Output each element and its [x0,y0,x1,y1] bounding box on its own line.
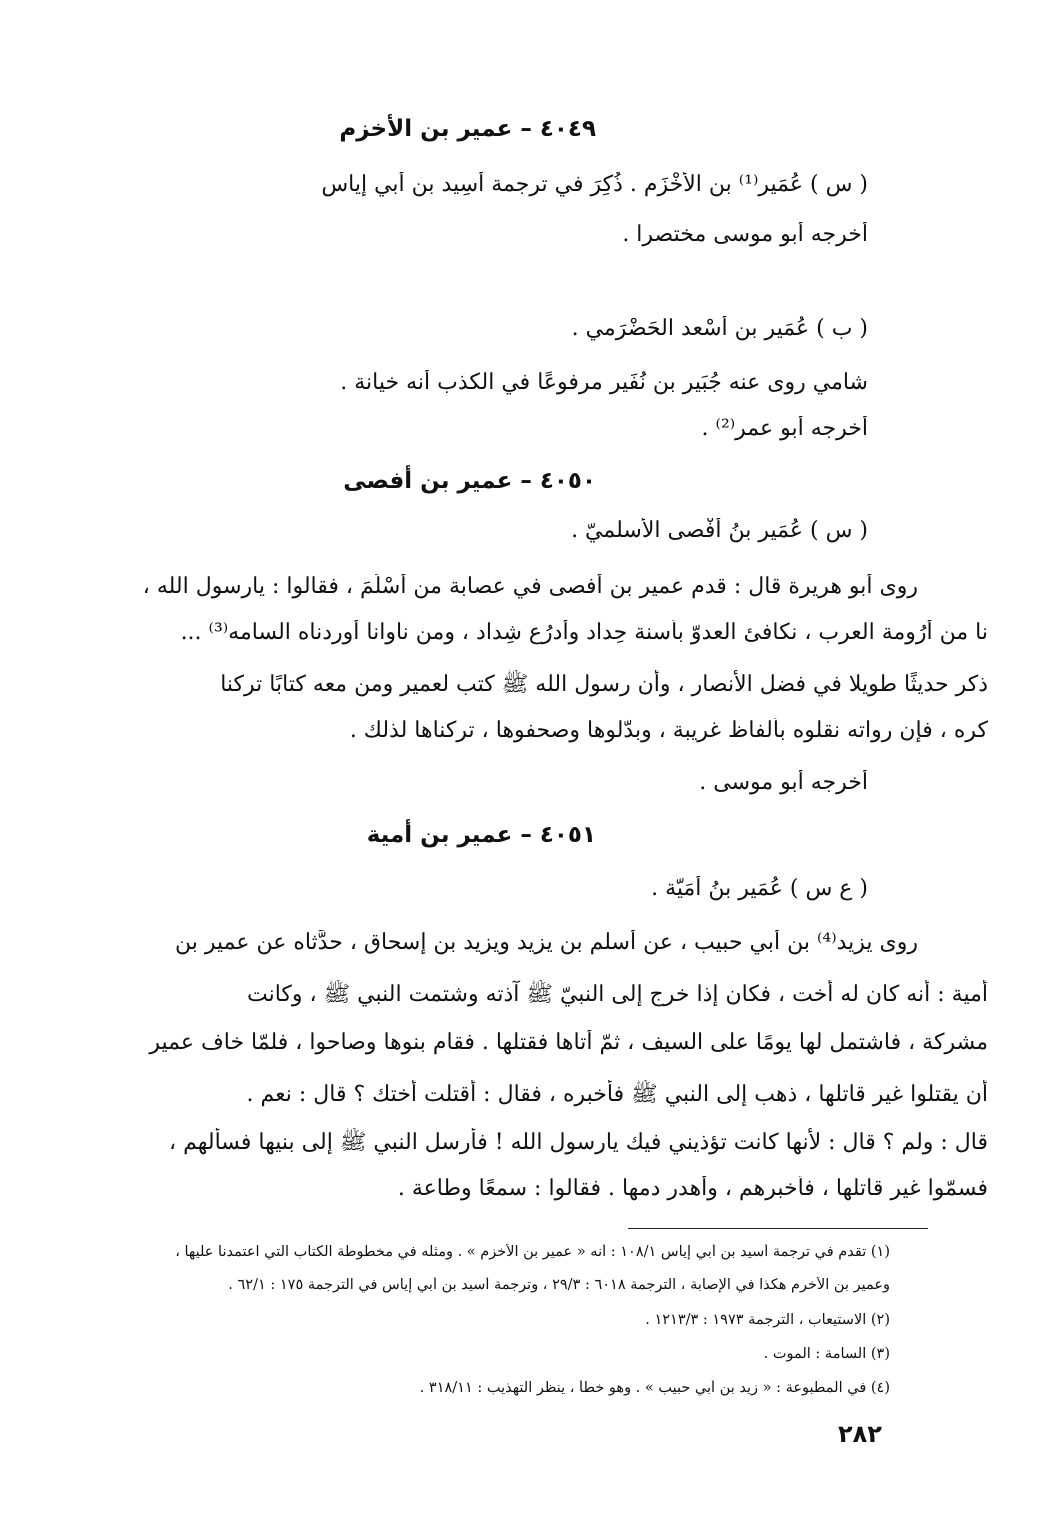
footnote-separator [628,1228,928,1229]
entry-line: كره ، فإن رواته نقلوه بألفاظ غريبة ، وبدّلوها وصحفوها ، تركناها لذلك . [349,718,988,743]
entry-line: أخرجه أبو موسى . [699,770,868,795]
page-number: ٢٨٢ [838,1420,882,1448]
footnote: (٢) الاستيعاب ، الترجمة ١٩٧٣ : ١٢١٣/٣ . [645,1312,890,1328]
footnote: (٣) السامة : الموت . [763,1346,890,1362]
entry-line: شامي روى عنه جُبَير بن نُفَير مرفوعًا في الكذب أنه خيانة . [340,370,868,395]
entry-line: أخرجه أبو موسى مختصرا . [622,222,868,247]
entry-line: ( ب ) عُمَير بن أَسْعد الحَضْرَمي . [571,316,868,341]
entry-heading-4051: ٤٠٥١ – عمير بن أمية [366,822,596,848]
entry-line: ( س ) عُمَير⁽¹⁾ بن الأَخْزَم . ذُكِرَ في ترجمة أَسِيد بن أبي إياس [321,172,868,197]
entry-line: روى أبو هريرة قال : قدم عمير بن أفصى في عصابة من أَسْلَمَ ، فقالوا : يارسول الله ، [142,574,918,599]
entry-line: قال : ولم ؟ قال : لأنها كانت تؤذيني فيك يارسول الله ! فأرسل النبي ﷺ إلى بنيها فسألهم ، [169,1130,988,1155]
entry-line: ( س ) عُمَير بنُ أَفْصى الأَسلميّ . [571,518,868,543]
footnote: وعمير بن الأخرم هكذا في الإصابة ، الترجمة ٦٠١٨ : ٢٩/٣ ، وترجمة أسيد بن أبي إياس في الترجمة ١٧٥ : ٦٢/١ . [228,1277,890,1293]
entry-line: نا من أَرُومة العرب ، نكافئ العدوّ بأسنة حِداد وأدرُع شِداد ، ومن ناوانا أوردناه السامه⁽³⁾ ... [180,620,988,645]
footnote: (٤) في المطبوعة : « زيد بن أبي حبيب » . وهو خطأ ، ينظر التهذيب : ٣١٨/١١ . [419,1380,890,1396]
entry-heading-4049: ٤٠٤٩ – عمير بن الأخزم [339,116,596,142]
entry-heading-4050: ٤٠٥٠ – عمير بن أفصى [343,468,596,494]
entry-line: أن يقتلوا غير قاتلها ، ذهب إلى النبي ﷺ فأخبره ، فقال : أقتلت أختك ؟ قال : نعم . [246,1082,988,1107]
entry-line: روى يزيد⁽⁴⁾ بن أبي حبيب ، عن أسلم بن يزيد ويزيد بن إسحاق ، حدَّثاه عن عمير بن [174,930,918,955]
entry-line: ( ع س ) عُمَير بنُ أُمَيّة . [651,876,868,901]
entry-line: مشركة ، فاشتمل لها يومًا على السيف ، ثمّ أتاها فقتلها . فقام بنوها وصاحوا ، فلمّا خاف عمير [149,1030,988,1055]
entry-line: ذكر حديثًا طويلا في فضل الأنصار ، وأن رسول الله ﷺ كتب لعمير ومن معه كتابًا تركنا [220,672,988,697]
entry-line: أمية : أنه كان له أخت ، فكان إذا خرج إلى النبيّ ﷺ آذته وشتمت النبي ﷺ ، وكانت [246,982,988,1007]
footnote: (١) تقدم في ترجمة أسيد بن أبي إياس ١٠٨/١ : أنه « عمير بن الأخزم » . ومثله في مخطوطة الكتاب التي اعتمدنا عليها ، [175,1244,890,1260]
entry-line: أخرجه أبو عمر⁽²⁾ . [701,416,868,441]
entry-line: فسمّوا غير قاتلها ، فأخبرهم ، وأهدر دمها . فقالوا : سمعًا وطاعة . [397,1176,988,1201]
